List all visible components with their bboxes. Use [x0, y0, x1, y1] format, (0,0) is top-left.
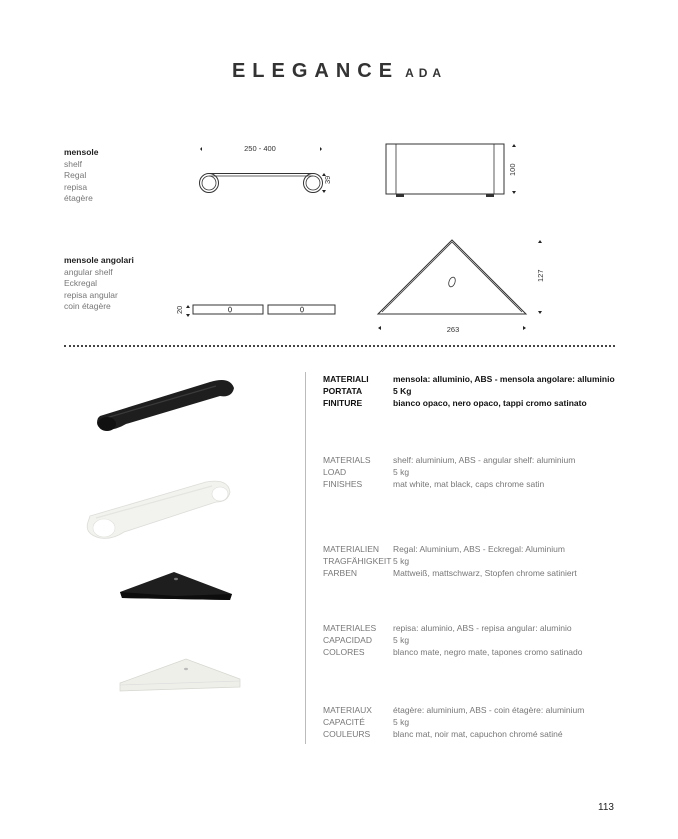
spec-row [323, 397, 615, 409]
spec-value: repisa: aluminio, ABS - repisa angular: aluminio [393, 623, 572, 633]
spec-block-de [323, 543, 577, 579]
shelf-top-drawing [382, 140, 522, 200]
spec-row [323, 555, 577, 567]
angular-front-drawing [180, 296, 340, 326]
spec-key: MATERIALS [323, 455, 371, 465]
spec-key: FARBEN [323, 568, 358, 578]
vertical-separator [305, 372, 306, 744]
shelf-label-es: repisa [64, 181, 88, 192]
spec-row [323, 567, 577, 579]
spec-value: 5 kg [393, 717, 410, 727]
angular-label-fr: coin étagère [64, 301, 111, 311]
shelf-label-en: shelf [64, 158, 82, 169]
spec-key: FINITURE [323, 398, 363, 408]
shelf-label-it: mensole [64, 147, 99, 157]
white-angular-shelf-image [116, 655, 246, 697]
section-divider [64, 345, 615, 347]
spec-key: MATERIALI [323, 374, 369, 384]
spec-value: blanco mate, negro mate, tapones cromo satinado [393, 647, 583, 657]
spec-value: blanc mat, noir mat, capuchon chromé satiné [393, 729, 563, 739]
spec-key: COLORES [323, 647, 365, 657]
angular-label-en: angular shelf [64, 266, 113, 277]
spec-row [323, 478, 575, 490]
spec-key: MATERIAUX [323, 705, 372, 715]
black-shelf-image [92, 372, 242, 442]
spec-value: 5 Kg [393, 386, 412, 396]
shelf-label-de: Regal [64, 170, 87, 180]
spec-block-fr [323, 704, 584, 740]
spec-value: Mattweiß, mattschwarz, Stopfen chrome satiniert [393, 568, 577, 578]
angular-thickness-dim: 20 [175, 305, 184, 314]
shelf-width-dim: 250 - 400 [244, 144, 276, 153]
spec-row [323, 373, 615, 385]
spec-row [323, 728, 584, 740]
spec-row [323, 716, 584, 728]
spec-row [323, 466, 575, 478]
spec-row [323, 634, 582, 646]
spec-block-it [323, 373, 615, 409]
spec-row [323, 646, 582, 658]
spec-row [323, 622, 582, 634]
spec-block-en [323, 454, 575, 490]
angular-label-es: repisa angular [64, 289, 118, 300]
spec-value: mensola: alluminio, ABS - mensola angolare: alluminio [393, 374, 615, 384]
spec-key: PORTATA [323, 386, 363, 396]
spec-key: FINISHES [323, 479, 363, 489]
spec-key: CAPACIDAD [323, 635, 372, 645]
shelf-labels [64, 147, 99, 205]
spec-value: bianco opaco, nero opaco, tappi cromo satinato [393, 398, 587, 408]
spec-row [323, 385, 615, 397]
spec-key: CAPACITÉ [323, 717, 365, 727]
spec-value: mat white, mat black, caps chrome satin [393, 479, 545, 489]
angular-depth-dim: 127 [536, 269, 545, 282]
spec-row [323, 704, 584, 716]
spec-key: MATERIALIEN [323, 544, 380, 554]
spec-row [323, 543, 577, 555]
white-shelf-image [80, 476, 240, 546]
spec-value: 5 kg [393, 556, 410, 566]
black-angular-shelf-image [116, 568, 238, 608]
spec-value: shelf: aluminium, ABS - angular shelf: aluminium [393, 455, 576, 465]
spec-value: étagère: aluminium, ABS - coin étagère: aluminium [393, 705, 585, 715]
title-main: ELEGANCE [231, 60, 400, 82]
spec-key: TRAGFÄHIGKEIT [323, 556, 392, 566]
page-title [0, 60, 678, 83]
spec-value: 5 kg [393, 467, 410, 477]
shelf-label-fr: étagère [64, 193, 93, 203]
title-subtitle: ADA [405, 66, 447, 80]
spec-block-es [323, 622, 582, 658]
page-number: 113 [598, 802, 614, 813]
spec-key: COULEURS [323, 729, 371, 739]
shelf-height-dim: 39 [323, 175, 332, 184]
angular-label-de: Eckregal [64, 278, 98, 288]
spec-key: MATERIALES [323, 623, 377, 633]
spec-value: Regal: Aluminium, ABS - Eckregal: Aluminium [393, 544, 565, 554]
angular-width-dim: 263 [446, 325, 460, 334]
angular-label-it: mensole angolari [64, 255, 134, 265]
shelf-depth-dim: 100 [508, 163, 517, 176]
spec-value: 5 kg [393, 635, 410, 645]
spec-key: LOAD [323, 467, 347, 477]
angular-shelf-labels [64, 255, 134, 313]
spec-row [323, 454, 575, 466]
